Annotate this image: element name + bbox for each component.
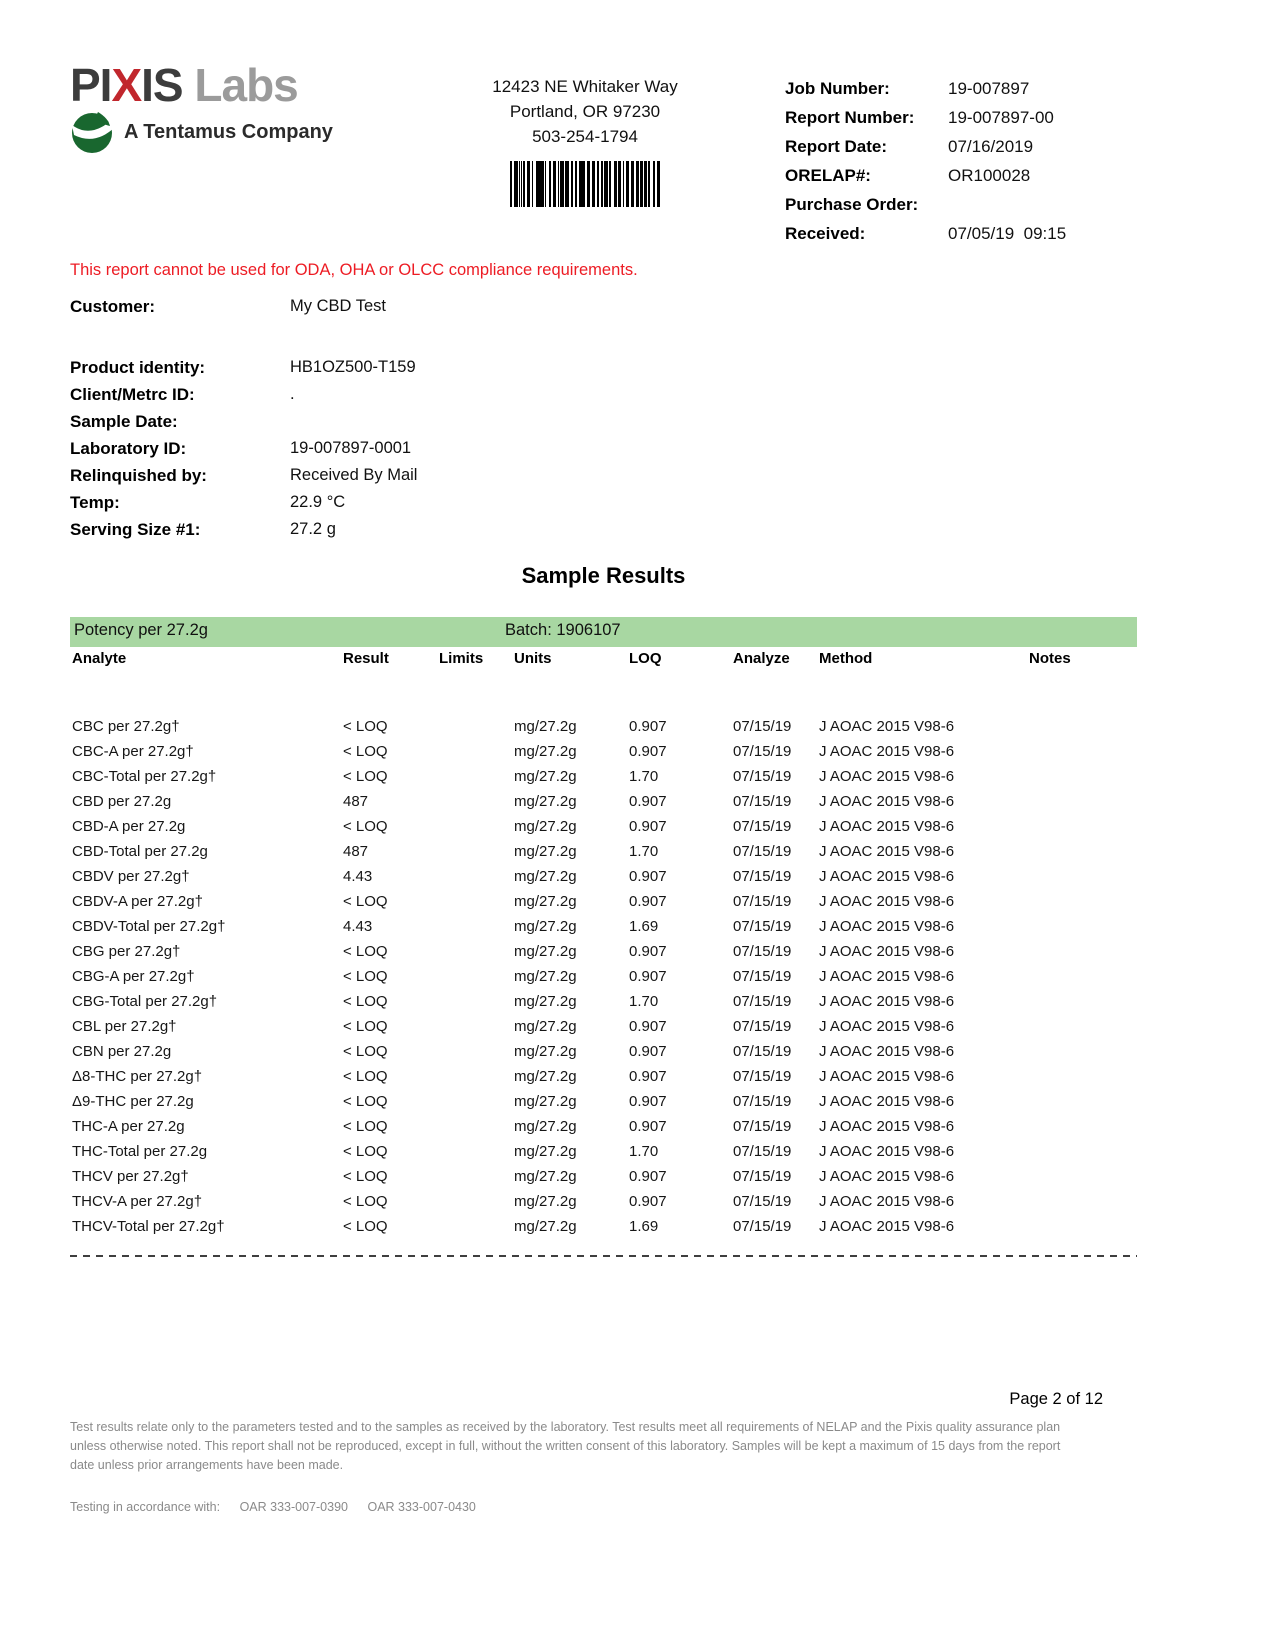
cell-analyze: 07/15/19 (733, 743, 792, 760)
report-meta-value (948, 190, 1145, 219)
cell-result: < LOQ (343, 1068, 388, 1085)
cell-units: mg/27.2g (514, 1193, 577, 1210)
cell-method: J AOAC 2015 V98-6 (819, 1068, 955, 1085)
cell-analyte: CBG per 27.2g† (72, 943, 181, 960)
cell-analyze: 07/15/19 (733, 1193, 792, 1210)
cell-analyte: Δ8-THC per 27.2g† (72, 1068, 203, 1085)
cell-notes (1029, 739, 1137, 764)
report-meta-row (785, 74, 1145, 103)
footer-accordance (70, 1500, 492, 1514)
cell-analyte: THC-Total per 27.2g (72, 1143, 208, 1160)
cell-method: J AOAC 2015 V98-6 (819, 868, 955, 885)
sample-info-label: Sample Date: (70, 412, 178, 431)
cell-limits (439, 1114, 514, 1139)
table-row (72, 789, 1137, 814)
cell-loq: 0.907 (629, 1068, 667, 1085)
report-meta-label: Report Date: (785, 137, 888, 156)
cell-notes (1029, 714, 1137, 739)
cell-loq: 0.907 (629, 1168, 667, 1185)
cell-loq: 1.70 (629, 1143, 659, 1160)
cell-loq: 0.907 (629, 968, 667, 985)
report-meta-value: 19-007897-00 (948, 108, 1054, 127)
cell-notes (1029, 1089, 1137, 1114)
cell-limits (439, 889, 514, 914)
cell-units: mg/27.2g (514, 893, 577, 910)
table-row (72, 1114, 1137, 1139)
cell-units: mg/27.2g (514, 843, 577, 860)
compliance-warning: This report cannot be used for ODA, OHA or OLCC compliance requirements. (70, 261, 638, 279)
cell-analyte: CBC-A per 27.2g† (72, 743, 194, 760)
col-result: Result (343, 650, 389, 667)
logo-text-x: X (111, 59, 142, 111)
address-line: Portland, OR 97230 (509, 102, 661, 121)
cell-analyte: CBD-A per 27.2g (72, 818, 186, 835)
cell-limits (439, 1064, 514, 1089)
cell-analyze: 07/15/19 (733, 1093, 792, 1110)
sample-info-label: Serving Size #1: (70, 520, 201, 539)
report-meta-value: 07/16/2019 (948, 137, 1034, 156)
cell-analyte: CBDV-A per 27.2g† (72, 893, 203, 910)
cell-result: 4.43 (343, 868, 373, 885)
cell-units: mg/27.2g (514, 1168, 577, 1185)
cell-units: mg/27.2g (514, 993, 577, 1010)
table-row (72, 764, 1137, 789)
cell-loq: 0.907 (629, 943, 667, 960)
sample-info-value: 19-007897-0001 (290, 439, 412, 457)
cell-analyte: THC-A per 27.2g (72, 1118, 185, 1135)
cell-loq: 0.907 (629, 1043, 667, 1060)
cell-result: < LOQ (343, 1193, 388, 1210)
cell-analyze: 07/15/19 (733, 768, 792, 785)
cell-method: J AOAC 2015 V98-6 (819, 943, 955, 960)
cell-analyte: THCV-Total per 27.2g† (72, 1218, 225, 1235)
sample-info-value: Received By Mail (290, 466, 418, 484)
address-line: 12423 NE Whitaker Way (492, 77, 678, 96)
cell-units: mg/27.2g (514, 1118, 577, 1135)
cell-method: J AOAC 2015 V98-6 (819, 768, 955, 785)
cell-result: < LOQ (343, 1093, 388, 1110)
report-meta-value: 19-007897 (948, 79, 1030, 98)
col-analyze: Analyze (733, 650, 790, 667)
cell-result: < LOQ (343, 1018, 388, 1035)
cell-method: J AOAC 2015 V98-6 (819, 1118, 955, 1135)
cell-loq: 0.907 (629, 893, 667, 910)
cell-method: J AOAC 2015 V98-6 (819, 1043, 955, 1060)
cell-analyte: CBDV per 27.2g† (72, 868, 190, 885)
table-row (72, 989, 1137, 1014)
report-meta-row (785, 103, 1145, 132)
cell-notes (1029, 864, 1137, 889)
cell-units: mg/27.2g (514, 1068, 577, 1085)
col-analyte: Analyte (72, 650, 127, 667)
report-meta-row (785, 190, 1145, 219)
customer-label: Customer: (70, 297, 156, 316)
cell-limits (439, 764, 514, 789)
cell-method: J AOAC 2015 V98-6 (819, 743, 955, 760)
cell-limits (439, 1039, 514, 1064)
cell-loq: 1.70 (629, 768, 659, 785)
cell-method: J AOAC 2015 V98-6 (819, 968, 955, 985)
sample-info-value: 22.9 °C (290, 493, 346, 511)
cell-units: mg/27.2g (514, 1218, 577, 1235)
cell-analyze: 07/15/19 (733, 1118, 792, 1135)
cell-analyze: 07/15/19 (733, 1018, 792, 1035)
cell-result: < LOQ (343, 1118, 388, 1135)
cell-loq: 0.907 (629, 718, 667, 735)
potency-band (70, 617, 1137, 647)
cell-limits (439, 989, 514, 1014)
col-units: Units (514, 650, 552, 667)
cell-loq: 1.69 (629, 1218, 659, 1235)
cell-analyze: 07/15/19 (733, 993, 792, 1010)
cell-units: mg/27.2g (514, 1143, 577, 1160)
cell-analyte: Δ9-THC per 27.2g (72, 1093, 194, 1110)
cell-analyze: 07/15/19 (733, 1143, 792, 1160)
cell-limits (439, 814, 514, 839)
section-title: Sample Results (521, 563, 686, 588)
cell-notes (1029, 889, 1137, 914)
lab-address (420, 74, 750, 207)
cell-notes (1029, 789, 1137, 814)
cell-analyte: CBD per 27.2g (72, 793, 172, 810)
cell-units: mg/27.2g (514, 818, 577, 835)
logo-text-labs: Labs (194, 59, 298, 111)
cell-notes (1029, 814, 1137, 839)
cell-units: mg/27.2g (514, 768, 577, 785)
sample-info-row (70, 516, 417, 543)
cell-notes (1029, 1164, 1137, 1189)
cell-method: J AOAC 2015 V98-6 (819, 818, 955, 835)
footer-disclaimer: Test results relate only to the parameters tested and to the samples as received by the laboratory. Test results meet all requirements of NELAP and the Pixis quality assurance plan unless otherwise noted. This report shall not be reproduced, except in full, without the written consent of this laboratory. Samples will be kept a maximum of 15 days from the report date unless prior arrangements have been made. (70, 1420, 1061, 1472)
sample-info-row (70, 381, 417, 408)
cell-analyze: 07/15/19 (733, 1218, 792, 1235)
cell-limits (439, 1014, 514, 1039)
cell-notes (1029, 839, 1137, 864)
accordance-label: Testing in accordance with: (70, 1500, 221, 1514)
cell-units: mg/27.2g (514, 868, 577, 885)
cell-notes (1029, 1214, 1137, 1239)
report-meta (785, 74, 1145, 248)
table-row (72, 939, 1137, 964)
table-row (72, 1014, 1137, 1039)
cell-loq: 1.70 (629, 843, 659, 860)
cell-analyte: CBG-Total per 27.2g† (72, 993, 218, 1010)
cell-loq: 1.69 (629, 918, 659, 935)
col-loq: LOQ (629, 650, 662, 667)
table-row (72, 864, 1137, 889)
cell-analyte: CBN per 27.2g (72, 1043, 172, 1060)
sample-info-value: HB1OZ500-T159 (290, 358, 416, 376)
page-number: Page 2 of 12 (1009, 1390, 1103, 1408)
accordance-item: OAR 333-007-0390 (239, 1500, 348, 1514)
sample-info-value (290, 408, 417, 435)
cell-units: mg/27.2g (514, 793, 577, 810)
cell-analyze: 07/15/19 (733, 843, 792, 860)
cell-limits (439, 1214, 514, 1239)
cell-loq: 0.907 (629, 868, 667, 885)
cell-analyze: 07/15/19 (733, 943, 792, 960)
sample-info-row (70, 462, 417, 489)
cell-notes (1029, 914, 1137, 939)
accordance-item: OAR 333-007-0430 (367, 1500, 476, 1514)
report-meta-label: Job Number: (785, 79, 890, 98)
cell-analyze: 07/15/19 (733, 868, 792, 885)
report-meta-value: OR100028 (948, 166, 1031, 185)
customer-value: My CBD Test (290, 297, 386, 315)
table-row (72, 1089, 1137, 1114)
cell-method: J AOAC 2015 V98-6 (819, 843, 955, 860)
lab-logo (70, 59, 333, 154)
cell-result: < LOQ (343, 943, 388, 960)
cell-analyze: 07/15/19 (733, 968, 792, 985)
cell-notes (1029, 1039, 1137, 1064)
report-meta-label: ORELAP#: (785, 166, 871, 185)
report-meta-row (785, 132, 1145, 161)
cell-result: < LOQ (343, 1043, 388, 1060)
table-row (72, 964, 1137, 989)
sample-info-row (70, 408, 417, 435)
cell-notes (1029, 1139, 1137, 1164)
table-row (72, 914, 1137, 939)
sample-info-label: Temp: (70, 493, 120, 512)
cell-result: < LOQ (343, 718, 388, 735)
cell-notes (1029, 1189, 1137, 1214)
cell-analyze: 07/15/19 (733, 1043, 792, 1060)
cell-result: 4.43 (343, 918, 373, 935)
cell-units: mg/27.2g (514, 918, 577, 935)
col-notes: Notes (1029, 650, 1071, 667)
table-row (72, 1139, 1137, 1164)
cell-limits (439, 1139, 514, 1164)
potency-band-title: Potency per 27.2g (74, 621, 208, 639)
cell-result: < LOQ (343, 743, 388, 760)
cell-loq: 0.907 (629, 1093, 667, 1110)
cell-analyte: CBL per 27.2g† (72, 1018, 177, 1035)
cell-method: J AOAC 2015 V98-6 (819, 1018, 955, 1035)
table-row (72, 1189, 1137, 1214)
cell-method: J AOAC 2015 V98-6 (819, 1193, 955, 1210)
cell-notes (1029, 764, 1137, 789)
cell-analyze: 07/15/19 (733, 818, 792, 835)
cell-notes (1029, 1014, 1137, 1039)
table-row (72, 889, 1137, 914)
sample-info-label: Client/Metrc ID: (70, 385, 195, 404)
sample-info-label: Laboratory ID: (70, 439, 187, 458)
cell-analyze: 07/15/19 (733, 1168, 792, 1185)
cell-units: mg/27.2g (514, 1018, 577, 1035)
report-meta-row (785, 161, 1145, 190)
cell-result: < LOQ (343, 818, 388, 835)
report-meta-label: Purchase Order: (785, 195, 919, 214)
cell-limits (439, 939, 514, 964)
cell-analyte: CBC per 27.2g† (72, 718, 180, 735)
cell-notes (1029, 1064, 1137, 1089)
cell-limits (439, 1164, 514, 1189)
table-row (72, 1064, 1137, 1089)
cell-loq: 0.907 (629, 818, 667, 835)
cell-result: < LOQ (343, 893, 388, 910)
cell-analyte: THCV-A per 27.2g† (72, 1193, 203, 1210)
cell-result: < LOQ (343, 1218, 388, 1235)
sample-info-label: Relinquished by: (70, 466, 207, 485)
table-row (72, 714, 1137, 739)
cell-method: J AOAC 2015 V98-6 (819, 718, 955, 735)
cell-result: 487 (343, 843, 369, 860)
cell-method: J AOAC 2015 V98-6 (819, 1143, 955, 1160)
cell-units: mg/27.2g (514, 968, 577, 985)
table-row (72, 1039, 1137, 1064)
cell-result: < LOQ (343, 768, 388, 785)
cell-analyte: CBD-Total per 27.2g (72, 843, 208, 860)
cell-analyze: 07/15/19 (733, 918, 792, 935)
sample-info-label: Product identity: (70, 358, 206, 377)
table-row (72, 739, 1137, 764)
cell-loq: 1.70 (629, 993, 659, 1010)
report-meta-row (785, 219, 1145, 248)
report-meta-label: Report Number: (785, 108, 915, 127)
sample-info-row (70, 354, 417, 381)
cell-analyze: 07/15/19 (733, 893, 792, 910)
cell-method: J AOAC 2015 V98-6 (819, 793, 955, 810)
logo-text-is: IS (141, 59, 183, 111)
cell-notes (1029, 989, 1137, 1014)
cell-method: J AOAC 2015 V98-6 (819, 893, 955, 910)
cell-limits (439, 1189, 514, 1214)
cell-notes (1029, 939, 1137, 964)
logo-tagline: A Tentamus Company (124, 120, 333, 143)
cell-loq: 0.907 (629, 1018, 667, 1035)
cell-analyte: CBC-Total per 27.2g† (72, 768, 217, 785)
sample-info-row (70, 435, 417, 462)
cell-analyte: CBG-A per 27.2g† (72, 968, 195, 985)
cell-loq: 0.907 (629, 1193, 667, 1210)
cell-result: < LOQ (343, 993, 388, 1010)
cell-method: J AOAC 2015 V98-6 (819, 1218, 955, 1235)
cell-units: mg/27.2g (514, 718, 577, 735)
table-row (72, 1214, 1137, 1239)
cell-result: < LOQ (343, 1143, 388, 1160)
cell-result: < LOQ (343, 1168, 388, 1185)
cell-analyze: 07/15/19 (733, 718, 792, 735)
report-meta-value: 07/05/19 09:15 (948, 224, 1067, 243)
cell-loq: 0.907 (629, 793, 667, 810)
cell-units: mg/27.2g (514, 743, 577, 760)
cell-limits (439, 864, 514, 889)
cell-method: J AOAC 2015 V98-6 (819, 918, 955, 935)
cell-limits (439, 789, 514, 814)
cell-analyze: 07/15/19 (733, 793, 792, 810)
results-table-body (72, 714, 1137, 1239)
leaf-icon (70, 110, 116, 154)
logo-text-pi: PI (70, 59, 112, 111)
cell-result: 487 (343, 793, 369, 810)
cell-limits (439, 739, 514, 764)
table-row (72, 839, 1137, 864)
report-meta-label: Received: (785, 224, 866, 243)
cell-result: < LOQ (343, 968, 388, 985)
sample-info (70, 354, 417, 543)
cell-loq: 0.907 (629, 743, 667, 760)
sample-info-value: 27.2 g (290, 520, 336, 538)
cell-units: mg/27.2g (514, 943, 577, 960)
cell-analyte: THCV per 27.2g† (72, 1168, 189, 1185)
address-line: 503-254-1794 (532, 127, 638, 146)
cell-limits (439, 914, 514, 939)
col-method: Method (819, 650, 873, 667)
customer-row (70, 293, 386, 320)
cell-limits (439, 839, 514, 864)
cell-notes (1029, 1114, 1137, 1139)
cell-limits (439, 1089, 514, 1114)
results-table-header (72, 650, 1137, 667)
cell-limits (439, 714, 514, 739)
cell-method: J AOAC 2015 V98-6 (819, 1093, 955, 1110)
cell-units: mg/27.2g (514, 1043, 577, 1060)
dashed-divider (70, 1255, 1137, 1257)
sample-info-value: . (290, 385, 295, 403)
logo-wordmark (70, 59, 333, 111)
cell-analyze: 07/15/19 (733, 1068, 792, 1085)
cell-method: J AOAC 2015 V98-6 (819, 993, 955, 1010)
col-limits: Limits (439, 650, 484, 667)
cell-units: mg/27.2g (514, 1093, 577, 1110)
barcode (510, 161, 660, 207)
cell-limits (439, 964, 514, 989)
table-row (72, 1164, 1137, 1189)
sample-info-row (70, 489, 417, 516)
cell-method: J AOAC 2015 V98-6 (819, 1168, 955, 1185)
cell-analyte: CBDV-Total per 27.2g† (72, 918, 226, 935)
cell-notes (1029, 964, 1137, 989)
cell-loq: 0.907 (629, 1118, 667, 1135)
batch-number: Batch: 1906107 (505, 621, 621, 639)
table-row (72, 814, 1137, 839)
